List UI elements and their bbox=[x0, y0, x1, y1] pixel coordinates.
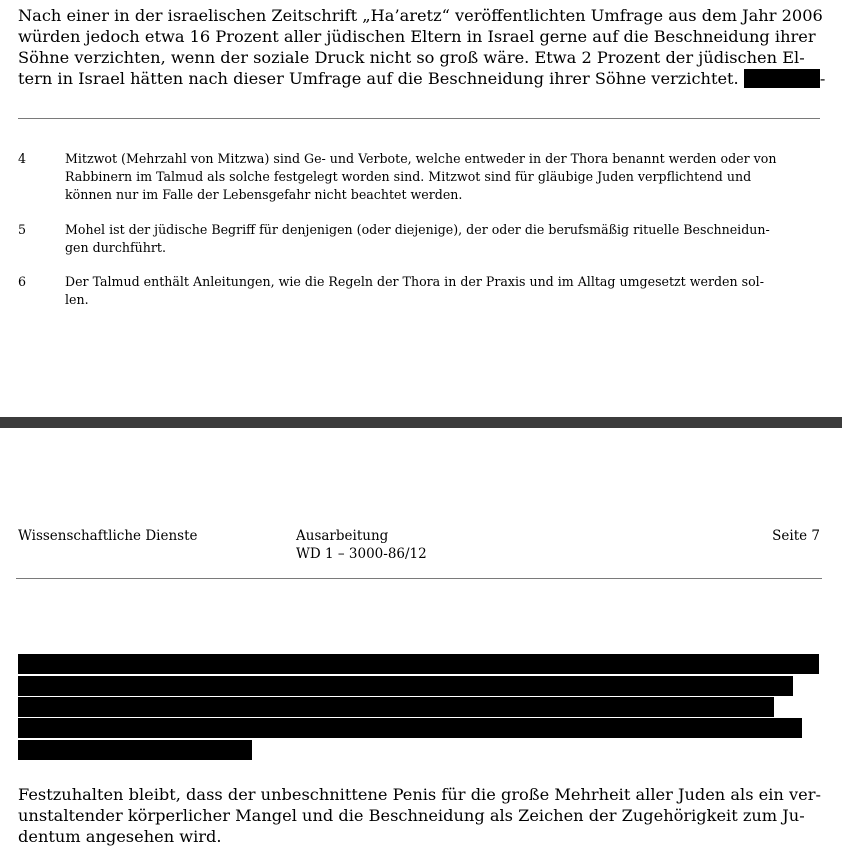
paragraph-line: Nach einer in der israelischen Zeitschrift „Ha’aretz“ veröffentlichten Umfrage aus dem Jahr 2006 bbox=[18, 6, 823, 25]
footnote-line: gen durchführt. bbox=[65, 240, 166, 255]
footnote-number: 5 bbox=[18, 222, 27, 237]
footnote-number: 4 bbox=[18, 151, 27, 166]
paragraph-line-text: tern in Israel hätten nach dieser Umfrage auf die Beschneidung ihrer Söhne verzichtet. bbox=[18, 69, 739, 88]
inline-redaction bbox=[744, 69, 820, 88]
footnote-line: Rabbinern im Talmud als solche festgelegt worden sind. Mitzwot sind für gläubige Juden verpflichtend und bbox=[65, 169, 752, 184]
footnote-line: können nur im Falle der Lebensgefahr nicht beachtet werden. bbox=[65, 187, 463, 202]
body-paragraph-bottom bbox=[18, 784, 821, 847]
paragraph-line-last bbox=[18, 68, 826, 89]
paragraph-line: Festzuhalten bleibt, dass der unbeschnittene Penis für die große Mehrheit aller Juden als ein ver- bbox=[18, 785, 821, 804]
redaction-bar bbox=[18, 740, 252, 760]
header-document-number: WD 1 – 3000-86/12 bbox=[296, 546, 427, 562]
footnote-text bbox=[65, 221, 823, 257]
trailing-hyphen: - bbox=[819, 69, 826, 88]
header-department: Wissenschaftliche Dienste bbox=[18, 528, 198, 544]
footnote-separator-rule bbox=[18, 118, 820, 119]
page-break-bar bbox=[0, 417, 842, 428]
header-rule bbox=[16, 578, 822, 579]
header-page-number: Seite 7 bbox=[772, 528, 820, 544]
footnote-text bbox=[65, 273, 823, 309]
footnote-line: Der Talmud enthält Anleitungen, wie die Regeln der Thora in der Praxis und im Alltag umgesetzt werden sol- bbox=[65, 274, 764, 289]
header-document-info bbox=[296, 527, 427, 563]
body-paragraph-top bbox=[18, 5, 826, 89]
footnote-text bbox=[65, 150, 823, 204]
paragraph-line: unstaltender körperlicher Mangel und die Beschneidung als Zeichen der Zugehörigkeit zum Ju- bbox=[18, 806, 805, 825]
footnote-line: len. bbox=[65, 292, 89, 307]
footnote-number: 6 bbox=[18, 274, 27, 289]
redaction-bar bbox=[18, 718, 802, 738]
redaction-bar bbox=[18, 654, 819, 674]
redaction-bar bbox=[18, 697, 774, 717]
redaction-bar bbox=[18, 676, 793, 696]
paragraph-line: würden jedoch etwa 16 Prozent aller jüdischen Eltern in Israel gerne auf die Beschneidung ihrer bbox=[18, 27, 816, 46]
footnote-line: Mitzwot (Mehrzahl von Mitzwa) sind Ge- und Verbote, welche entweder in der Thora benannt werden oder von bbox=[65, 151, 777, 166]
paragraph-line: Söhne verzichten, wenn der soziale Druck nicht so groß wäre. Etwa 2 Prozent der jüdischen El- bbox=[18, 48, 805, 67]
header-document-type: Ausarbeitung bbox=[296, 528, 389, 544]
footnote-line: Mohel ist der jüdische Begriff für denjenigen (oder diejenige), der oder die berufsmäßig rituelle Beschneidun- bbox=[65, 222, 770, 237]
paragraph-line: dentum angesehen wird. bbox=[18, 827, 222, 846]
